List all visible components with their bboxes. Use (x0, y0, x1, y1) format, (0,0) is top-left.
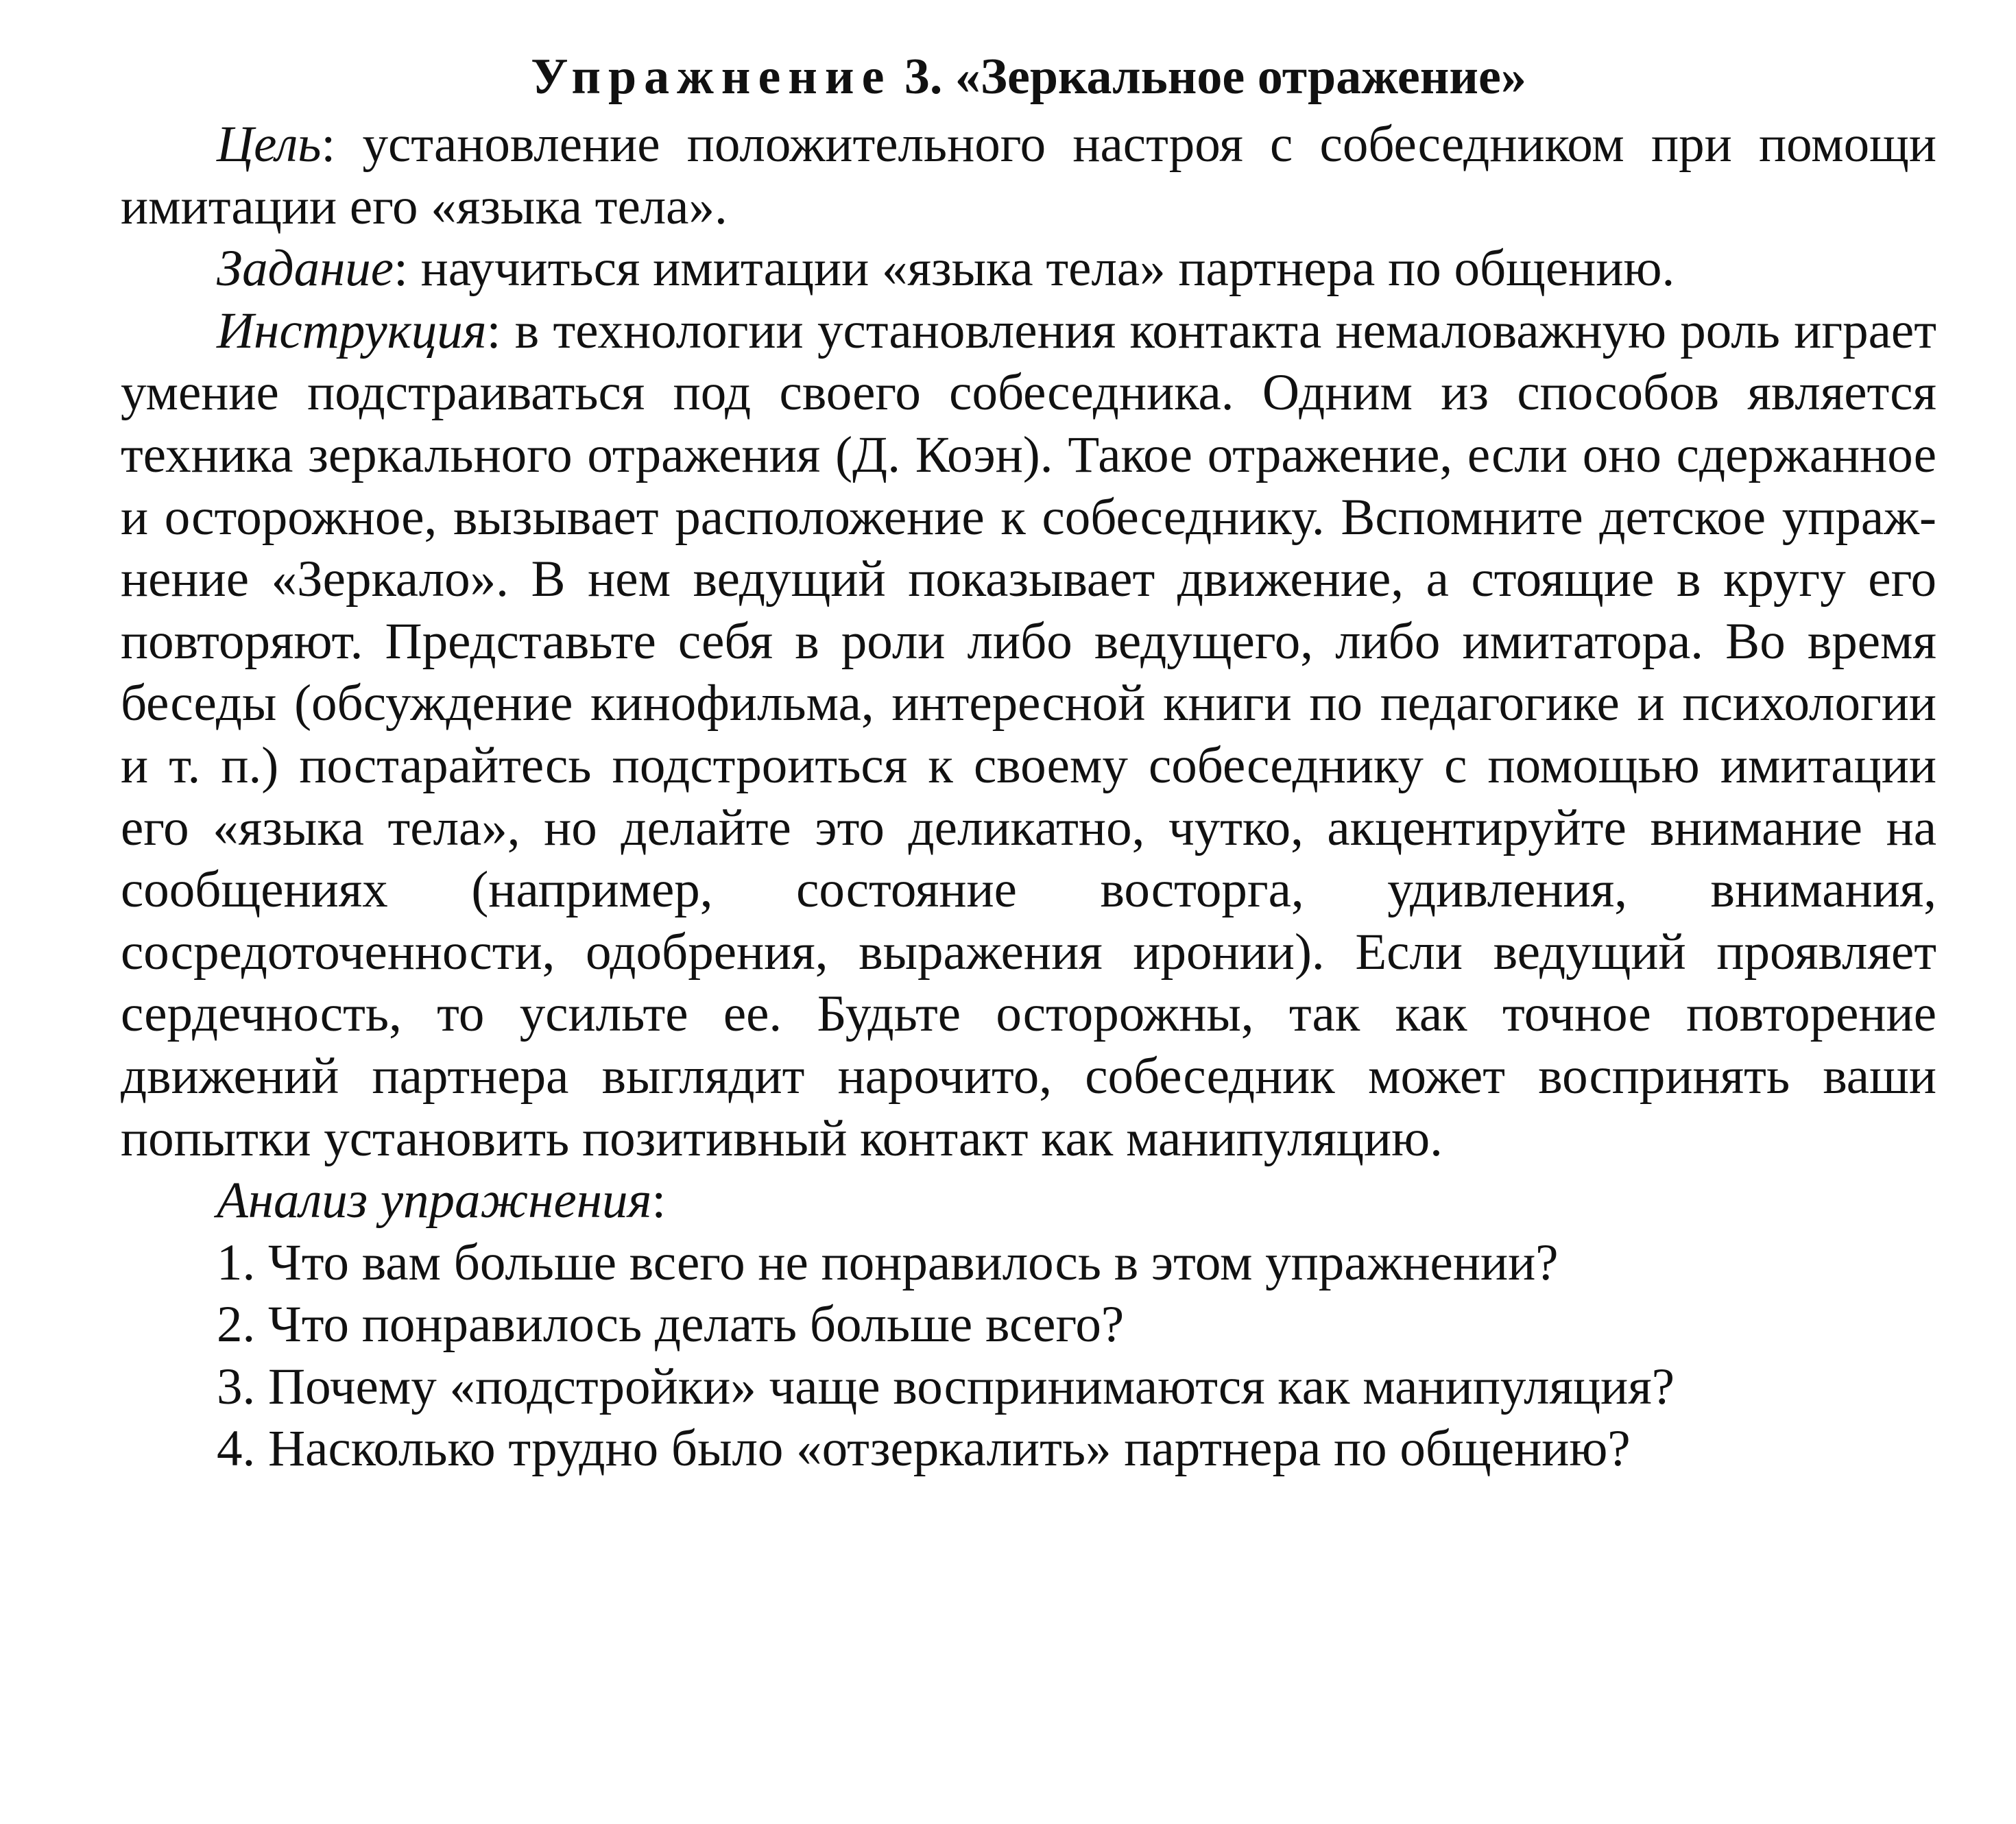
analysis-question: 2. Что понравилось делать больше всего? (217, 1296, 1125, 1354)
exercise-title-rest: 3. «Зеркальное отражение» (891, 49, 1526, 105)
analysis-question-list (121, 1232, 1936, 1480)
analysis-heading (121, 1170, 1936, 1232)
exercise-title (121, 43, 1936, 111)
document-page (121, 43, 1936, 1480)
analysis-label: Анализ упражнения (217, 1172, 652, 1229)
task-paragraph (121, 238, 1936, 300)
analysis-question: 3. Почему «подстройки» чаще воспринимаются как манипуляция? (217, 1358, 1675, 1415)
task-label: Задание (217, 240, 394, 298)
task-text: : научиться имитации «языка тела» партнера по общению. (394, 240, 1675, 298)
analysis-question: 4. Насколько трудно было «отзеркалить» партнера по общению? (217, 1420, 1631, 1478)
goal-text: : установление положительного настроя с собеседником при помощи имитации его «языка тела». (121, 116, 1936, 235)
instruction-label: Инструкция (217, 302, 487, 359)
instruction-paragraph (121, 300, 1936, 1170)
goal-paragraph (121, 114, 1936, 238)
exercise-title-word: Упражнение (531, 49, 892, 105)
analysis-colon: : (651, 1172, 667, 1229)
analysis-question: 1. Что вам больше всего не понравилось в этом упражнении? (217, 1234, 1559, 1291)
instruction-text: : в технологии установления контакта немаловажную роль играет умение подстраиваться под своего собеседника. Одним из способов является техника зеркального отражения (Д. Коэн). Такое отражение, если оно сдержанное и осторожное, вызывает расположение к собеседнику. Вспомните детское упражнение «Зеркало». В нем ведущий показывает движение, а стоящие в кругу его повторяют. Представьте себя в роли либо ведущего, либо имитатора. Во время беседы (обсуждение кинофильма, интересной книги по педагогике и психологии и т. п.) постарайтесь подстроиться к своему собеседнику с помощью имитации его «языка тела», но делайте это деликатно, чутко, акцентируйте внимание на сообщениях (например, состояние восторга, удивления, внимания, сосредоточенности, одобрения, выражения иронии). Если ведущий проявляет сердечность, то усильте ее. Будьте осторожны, так как точное повторение движений партнера выглядит нарочито, собеседник может воспринять ваши попытки установить позитивный контакт как манипуляцию. (121, 302, 1936, 1167)
goal-label: Цель (217, 116, 322, 173)
